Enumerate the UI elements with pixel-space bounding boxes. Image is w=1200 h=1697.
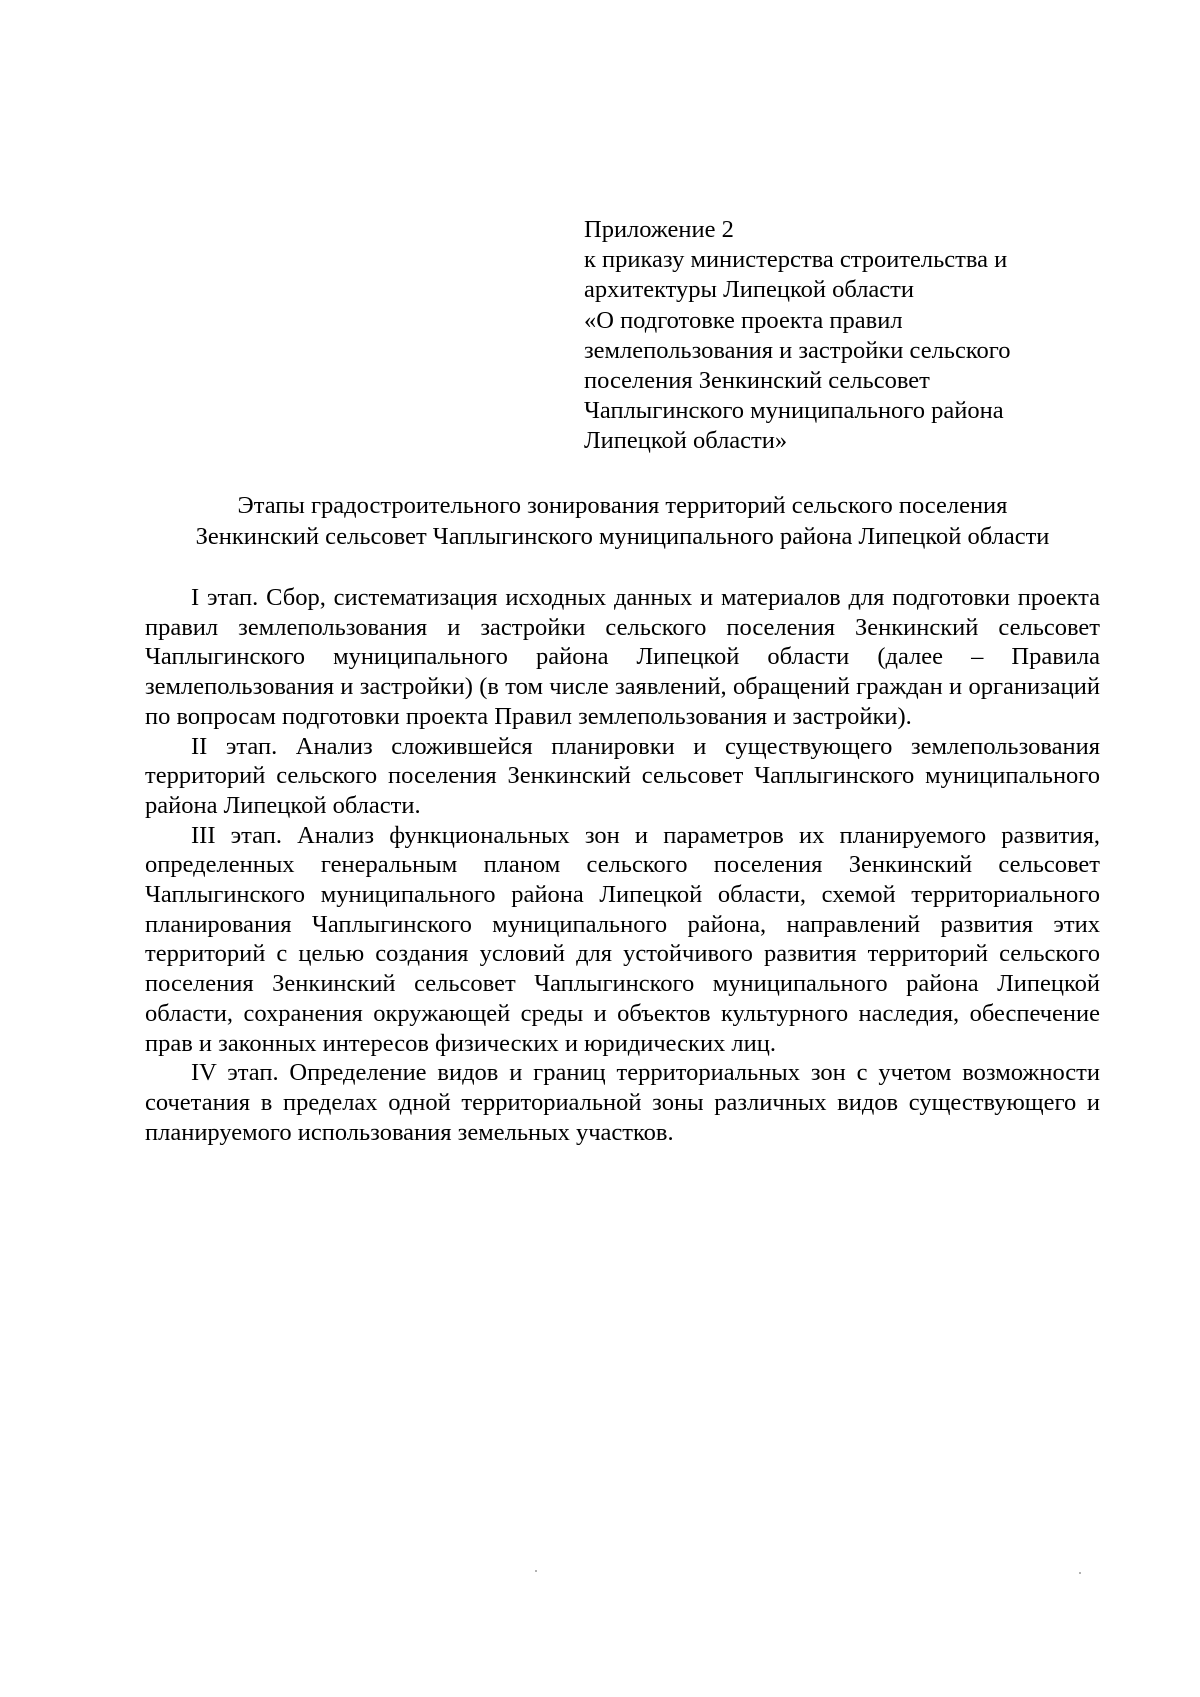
appendix-line: Приложение 2 [584, 216, 734, 243]
appendix-header [584, 215, 1104, 457]
stage-4-paragraph: IV этап. Определение видов и границ территориальных зон с учетом возможности сочетания в пределах одной территориальной зоны различных видов существующего и планируемого использования земельных участков. [145, 1059, 1100, 1146]
appendix-line: архитектуры Липецкой области [584, 276, 914, 304]
stage-1-paragraph: I этап. Сбор, систематизация исходных данных и материалов для подготовки проекта правил землепользования и застройки сельского поселения Зенкинский сельсовет Чаплыгинского муниципального района Липецкой области (далее – Правила землепользования и застройки) (в том числе заявлений, обращений граждан и организаций по вопросам подготовки проекта Правил землепользования и застройки). [145, 584, 1100, 730]
appendix-line: Липецкой области» [584, 427, 788, 455]
appendix-line: Чаплыгинского муниципального района [584, 397, 1004, 425]
stage-2-paragraph: II этап. Анализ сложившейся планировки и существующего землепользования территорий сельского поселения Зенкинский сельсовет Чаплыгинского муниципального района Липецкой области. [145, 732, 1100, 819]
appendix-line: «О подготовке проекта правил [584, 306, 903, 334]
document-body [145, 583, 1100, 1147]
appendix-line: поселения Зенкинский сельсовет [584, 367, 930, 395]
scan-speck [1079, 1572, 1081, 1574]
appendix-line: землепользования и застройки сельского [584, 336, 1011, 364]
title-line-2: Зенкинский сельсовет Чаплыгинского муниципального района Липецкой области [195, 523, 1050, 550]
stage-3-paragraph: III этап. Анализ функциональных зон и параметров их планируемого развития, определенных генеральным планом сельского поселения Зенкинский сельсовет Чаплыгинского муниципального района Липецкой области, схемой территориального планирования Чаплыгинского муниципального района, направлений развития этих территорий с целью создания условий для устойчивого развития территорий сельского поселения Зенкинский сельсовет Чаплыгинского муниципального района Липецкой области, сохранения окружающей среды и объектов культурного наследия, обеспечение прав и законных интересов физических и юридических лиц. [145, 821, 1100, 1057]
document-title [145, 490, 1100, 552]
appendix-line: к приказу министерства строительства и [584, 246, 1008, 274]
scan-speck [535, 1570, 537, 1572]
title-line-1: Этапы градостроительного зонирования территорий сельского поселения [237, 492, 1008, 519]
